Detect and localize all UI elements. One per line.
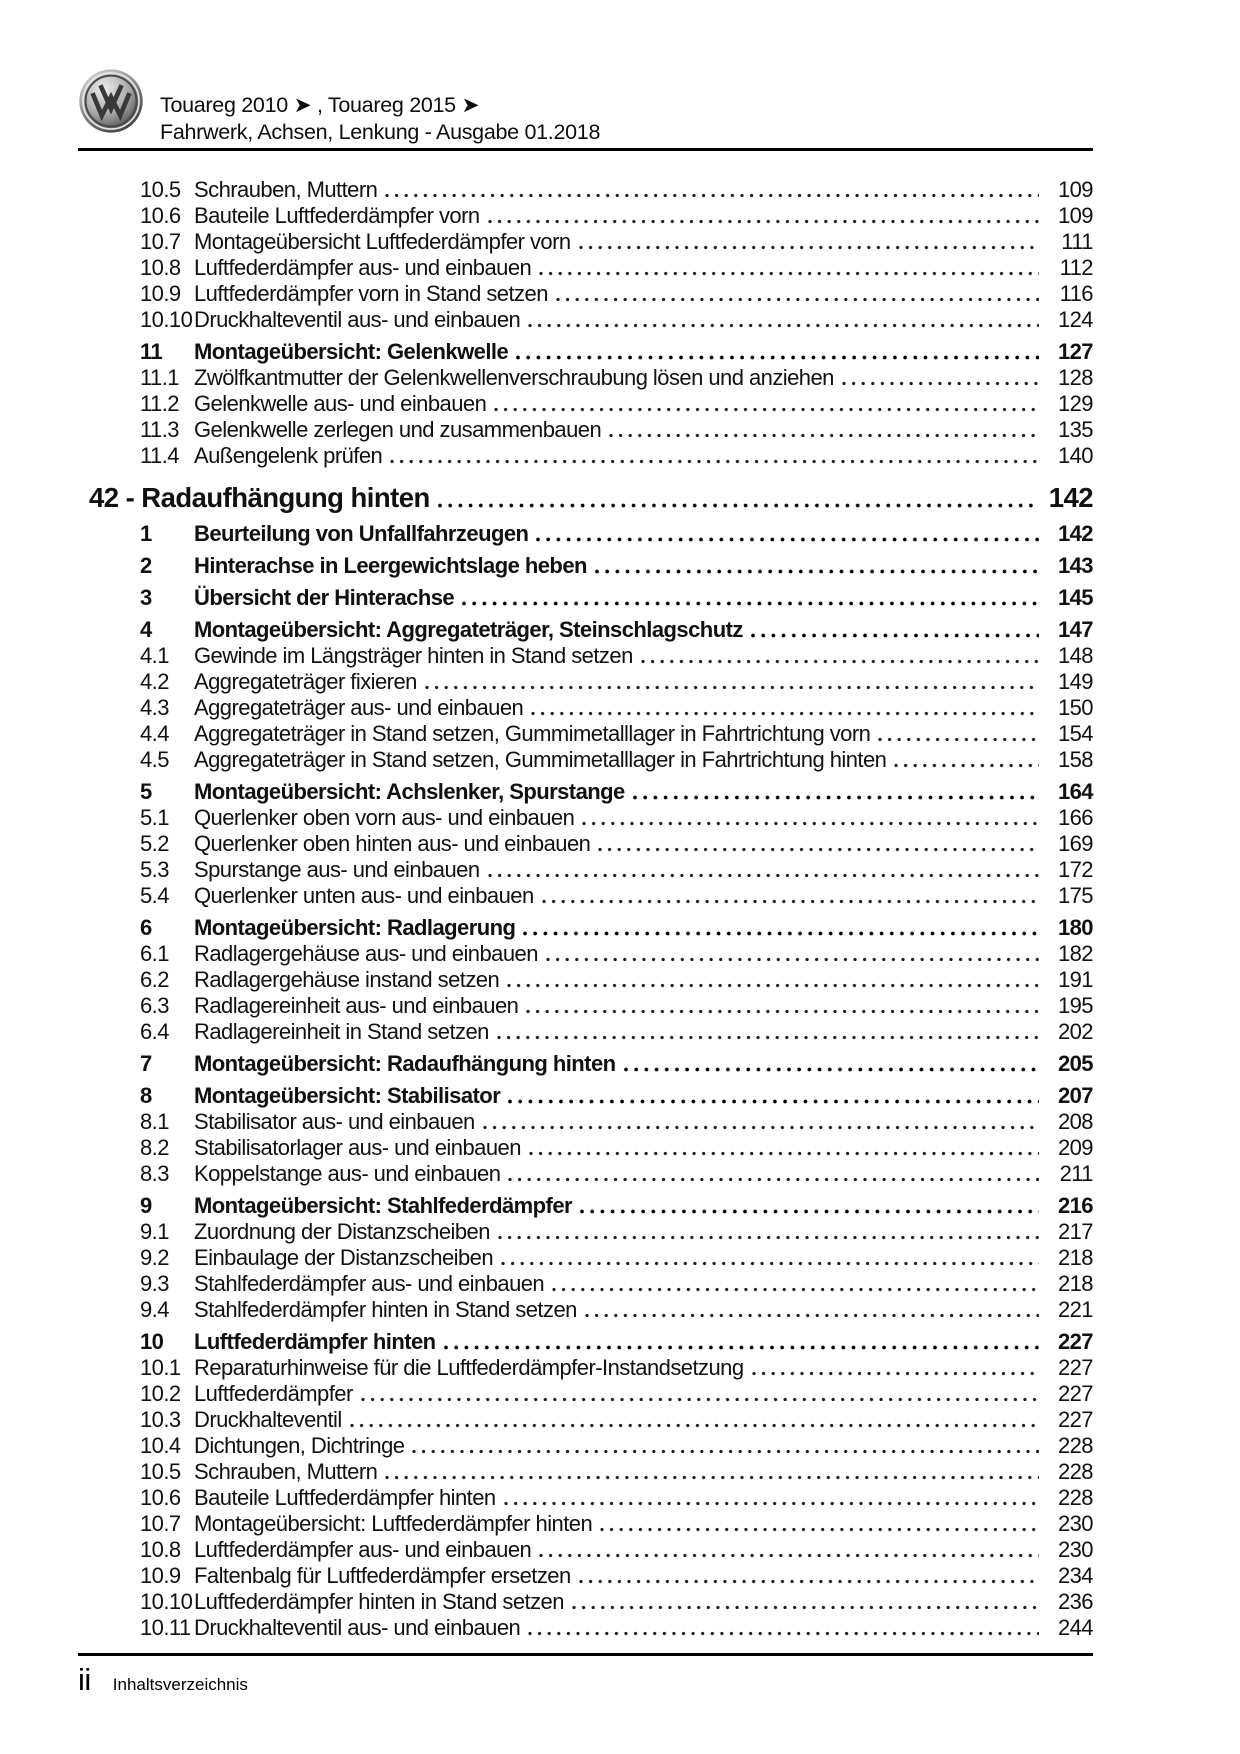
toc-row <box>78 1589 1093 1615</box>
toc-row <box>78 1161 1093 1187</box>
dot-leader <box>425 685 1039 690</box>
toc-row <box>78 1051 1093 1077</box>
dot-leader <box>508 1177 1039 1182</box>
toc-entry-number: 11.2 <box>140 391 179 416</box>
toc-entry-title: Bauteile Luftfederdämpfer vorn <box>194 203 480 228</box>
toc-entry-number: 10.7 <box>140 229 181 254</box>
toc-entry-page: 216 <box>1057 1193 1093 1218</box>
dot-leader <box>546 957 1039 962</box>
toc-entry-title: Reparaturhinweise für die Luftfederdämpfer-Instandsetzung <box>194 1355 744 1380</box>
dot-leader <box>528 323 1039 328</box>
toc-entry-number: 10.9 <box>140 281 181 306</box>
toc-entry-page: 166 <box>1057 805 1093 830</box>
toc-entry-title: Radaufhängung hinten <box>141 482 430 513</box>
toc-entry-number: 9.1 <box>140 1219 169 1244</box>
toc-row <box>78 883 1093 909</box>
toc-row <box>78 417 1093 443</box>
toc-row <box>78 365 1093 391</box>
toc-row <box>78 721 1093 747</box>
toc-row <box>78 443 1093 469</box>
toc-entry-page: 228 <box>1057 1433 1093 1458</box>
toc-entry-page: 128 <box>1057 365 1093 390</box>
dot-leader <box>516 355 1039 360</box>
toc-row <box>78 1459 1093 1485</box>
toc-entry-page: 230 <box>1057 1537 1093 1562</box>
header-model-line: Touareg 2010 ➤ , Touareg 2015 ➤ <box>160 93 480 117</box>
toc-row <box>78 1485 1093 1511</box>
toc-row <box>78 1193 1093 1219</box>
dot-leader <box>600 1527 1039 1532</box>
toc-entry-number: 1 <box>140 521 152 546</box>
page-footer <box>78 1662 1093 1698</box>
dot-leader <box>641 659 1039 664</box>
toc-entry-title: Gewinde im Längsträger hinten in Stand setzen <box>194 643 633 668</box>
toc-entry-number: 4.1 <box>140 643 169 668</box>
toc-entry-page: 234 <box>1057 1563 1093 1588</box>
toc-entry-number: 5.2 <box>140 831 169 856</box>
toc-entry-title: Stahlfederdämpfer aus- und einbauen <box>194 1271 545 1296</box>
table-of-contents <box>78 177 1093 1641</box>
toc-entry-number: 7 <box>140 1051 152 1076</box>
toc-entry-title: Luftfederdämpfer vorn in Stand setzen <box>194 281 548 306</box>
header-text <box>160 68 600 146</box>
toc-entry-page: 109 <box>1057 177 1093 202</box>
toc-entry-page: 228 <box>1057 1485 1093 1510</box>
toc-entry-title: Druckhalteventil aus- und einbauen <box>194 1615 521 1640</box>
toc-entry-page: 147 <box>1057 617 1093 642</box>
dot-leader <box>585 1313 1039 1318</box>
toc-entry-number: 10.7 <box>140 1511 181 1536</box>
toc-entry-number: 8.3 <box>140 1161 169 1186</box>
dot-leader <box>842 381 1039 386</box>
toc-entry-page: 142 <box>1048 482 1093 513</box>
toc-entry-title: Luftfederdämpfer hinten in Stand setzen <box>194 1589 564 1614</box>
toc-entry-page: 217 <box>1057 1219 1093 1244</box>
dot-leader <box>751 633 1039 638</box>
toc-entry-number: 9 <box>140 1193 152 1218</box>
dot-leader <box>624 1067 1039 1072</box>
toc-row <box>78 1109 1093 1135</box>
toc-entry-page: 109 <box>1057 203 1093 228</box>
toc-row <box>78 1563 1093 1589</box>
dot-leader <box>556 297 1039 302</box>
toc-entry-page: 172 <box>1057 857 1093 882</box>
dot-leader <box>609 433 1039 438</box>
toc-entry-number: 11 <box>140 339 163 364</box>
toc-entry-page: 169 <box>1057 831 1093 856</box>
toc-entry-number: 8 <box>140 1083 152 1108</box>
toc-entry-title: Stabilisatorlager aus- und einbauen <box>194 1135 521 1160</box>
toc-entry-title: Druckhalteventil aus- und einbauen <box>194 307 521 332</box>
toc-entry-page: 195 <box>1057 993 1093 1018</box>
footer-rule <box>78 1653 1093 1656</box>
toc-row <box>78 1219 1093 1245</box>
toc-entry-page: 209 <box>1057 1135 1093 1160</box>
dot-leader <box>536 537 1039 542</box>
toc-entry-title: Außengelenk prüfen <box>194 443 383 468</box>
toc-row <box>78 203 1093 229</box>
dot-leader <box>385 193 1039 198</box>
toc-entry-page: 227 <box>1057 1355 1093 1380</box>
toc-entry-title: Luftfederdämpfer aus- und einbauen <box>194 255 532 280</box>
toc-entry-title: Zwölfkantmutter der Gelenkwellenverschraubung lösen und anziehen <box>194 365 834 390</box>
toc-row <box>78 1381 1093 1407</box>
toc-entry-page: 145 <box>1057 585 1093 610</box>
toc-entry-number: 10.4 <box>140 1433 181 1458</box>
toc-entry-number: 10.5 <box>140 177 181 202</box>
toc-row <box>78 805 1093 831</box>
toc-entry-page: 149 <box>1057 669 1093 694</box>
toc-chapter-row <box>78 481 1093 515</box>
dot-leader <box>508 1099 1039 1104</box>
toc-row <box>78 643 1093 669</box>
dot-leader <box>504 1501 1039 1506</box>
toc-row <box>78 177 1093 203</box>
toc-entry-page: 230 <box>1057 1511 1093 1536</box>
toc-entry-title: Luftfederdämpfer hinten <box>194 1329 436 1354</box>
toc-entry-number: 6.1 <box>140 941 169 966</box>
toc-entry-title: Koppelstange aus- und einbauen <box>194 1161 501 1186</box>
toc-entry-page: 227 <box>1057 1381 1093 1406</box>
dot-leader <box>579 245 1039 250</box>
toc-entry-number: 5 <box>140 779 152 804</box>
toc-row <box>78 1511 1093 1537</box>
dot-leader <box>598 847 1039 852</box>
toc-entry-page: 211 <box>1059 1161 1093 1186</box>
toc-entry-number: 6.4 <box>140 1019 169 1044</box>
dot-leader <box>539 271 1039 276</box>
toc-row <box>78 521 1093 547</box>
dot-leader <box>526 1009 1039 1014</box>
toc-entry-title: Querlenker oben vorn aus- und einbauen <box>194 805 575 830</box>
toc-entry-number: 4.4 <box>140 721 169 746</box>
toc-entry-page: 180 <box>1057 915 1093 940</box>
footer-label: Inhaltsverzeichnis <box>112 1675 248 1694</box>
toc-row <box>78 941 1093 967</box>
footer-page-number: ii <box>78 1662 91 1697</box>
dot-leader <box>582 821 1039 826</box>
dot-leader <box>497 1035 1039 1040</box>
toc-entry-title: Radlagereinheit in Stand setzen <box>194 1019 489 1044</box>
toc-row <box>78 1329 1093 1355</box>
toc-entry-number: 11.4 <box>140 443 179 468</box>
toc-entry-page: 129 <box>1057 391 1093 416</box>
toc-entry-title: Übersicht der Hinterachse <box>194 585 455 610</box>
dot-leader <box>361 1397 1039 1402</box>
dot-leader <box>488 873 1040 878</box>
toc-entry-title: Aggregateträger in Stand setzen, Gummimetalllager in Fahrtrichtung hinten <box>194 747 887 772</box>
dot-leader <box>531 711 1039 716</box>
dot-leader <box>878 737 1039 742</box>
toc-entry-title: Radlagergehäuse instand setzen <box>194 967 500 992</box>
toc-entry-number: 5.4 <box>140 883 169 908</box>
toc-entry-title: Gelenkwelle aus- und einbauen <box>194 391 487 416</box>
dot-leader <box>539 1553 1039 1558</box>
toc-entry-page: 112 <box>1059 255 1093 280</box>
toc-entry-number: 3 <box>140 585 152 610</box>
toc-entry-number: 5.3 <box>140 857 169 882</box>
toc-entry-number: 10.10 <box>140 1589 193 1614</box>
toc-entry-title: Montageübersicht: Gelenkwelle <box>194 339 509 364</box>
toc-row <box>78 1135 1093 1161</box>
toc-entry-number: 4.2 <box>140 669 169 694</box>
toc-entry-title: Bauteile Luftfederdämpfer hinten <box>194 1485 496 1510</box>
dot-leader <box>412 1449 1039 1454</box>
toc-entry-number: 11.1 <box>140 365 179 390</box>
toc-entry-title: Stabilisator aus- und einbauen <box>194 1109 475 1134</box>
toc-entry-number: 6 <box>140 915 152 940</box>
toc-row <box>78 255 1093 281</box>
dot-leader <box>494 407 1039 412</box>
toc-entry-title: Aggregateträger fixieren <box>194 669 417 694</box>
dot-leader <box>894 763 1039 768</box>
toc-row <box>78 1271 1093 1297</box>
toc-entry-title: Schrauben, Muttern <box>194 177 378 202</box>
toc-row <box>78 585 1093 611</box>
toc-entry-page: 218 <box>1057 1245 1093 1270</box>
dot-leader <box>552 1287 1039 1292</box>
toc-entry-page: 208 <box>1057 1109 1093 1134</box>
toc-entry-title: Einbaulage der Distanzscheiben <box>194 1245 494 1270</box>
dot-leader <box>580 1209 1039 1214</box>
toc-row <box>78 307 1093 333</box>
toc-entry-title: Montageübersicht: Aggregateträger, Steinschlagschutz <box>194 617 743 642</box>
toc-row <box>78 1083 1093 1109</box>
toc-entry-number: 2 <box>140 553 152 578</box>
vw-logo-icon <box>78 68 144 134</box>
toc-entry-number: 10.2 <box>140 1381 181 1406</box>
toc-entry-number: 8.2 <box>140 1135 169 1160</box>
toc-entry-title: Faltenbalg für Luftfederdämpfer ersetzen <box>194 1563 571 1588</box>
toc-entry-title: Hinterachse in Leergewichtslage heben <box>194 553 587 578</box>
dot-leader <box>444 1345 1039 1350</box>
toc-entry-number: 8.1 <box>140 1109 169 1134</box>
dot-leader <box>529 1151 1039 1156</box>
toc-entry-title: Luftfederdämpfer aus- und einbauen <box>194 1537 532 1562</box>
dot-leader <box>542 899 1039 904</box>
toc-entry-number: 10.11 <box>140 1615 191 1640</box>
toc-entry-page: 244 <box>1057 1615 1093 1640</box>
toc-entry-page: 228 <box>1057 1459 1093 1484</box>
dot-leader <box>579 1579 1039 1584</box>
toc-entry-page: 140 <box>1057 443 1093 468</box>
dot-leader <box>390 459 1039 464</box>
toc-entry-page: 175 <box>1057 883 1093 908</box>
toc-entry-number: 9.4 <box>140 1297 169 1322</box>
toc-entry-number: 10.10 <box>140 307 193 332</box>
toc-row <box>78 281 1093 307</box>
toc-row <box>78 695 1093 721</box>
toc-row <box>78 857 1093 883</box>
page-header <box>78 0 1093 146</box>
toc-entry-number: 10.3 <box>140 1407 181 1432</box>
toc-row <box>78 1537 1093 1563</box>
dot-leader <box>385 1475 1039 1480</box>
toc-entry-number: 10.6 <box>140 203 181 228</box>
toc-entry-title: Montageübersicht: Radaufhängung hinten <box>194 1051 616 1076</box>
toc-entry-page: 218 <box>1057 1271 1093 1296</box>
toc-entry-page: 135 <box>1057 417 1093 442</box>
toc-entry-title: Montageübersicht: Luftfederdämpfer hinten <box>194 1511 593 1536</box>
toc-entry-page: 116 <box>1059 281 1093 306</box>
toc-entry-title: Zuordnung der Distanzscheiben <box>194 1219 490 1244</box>
toc-entry-title: Montageübersicht: Achslenker, Spurstange <box>194 779 625 804</box>
toc-entry-page: 127 <box>1057 339 1093 364</box>
toc-entry-title: Schrauben, Muttern <box>194 1459 378 1484</box>
toc-entry-page: 111 <box>1061 229 1093 254</box>
toc-entry-page: 148 <box>1057 643 1093 668</box>
toc-entry-page: 227 <box>1057 1329 1093 1354</box>
dot-leader <box>595 569 1039 574</box>
toc-row <box>78 1407 1093 1433</box>
toc-entry-page: 154 <box>1057 721 1093 746</box>
toc-row <box>78 1297 1093 1323</box>
toc-row <box>78 1433 1093 1459</box>
toc-entry-number: 10.8 <box>140 255 181 280</box>
toc-entry-page: 221 <box>1057 1297 1093 1322</box>
toc-entry-title: Querlenker oben hinten aus- und einbauen <box>194 831 591 856</box>
toc-row <box>78 617 1093 643</box>
toc-row <box>78 339 1093 365</box>
toc-entry-page: 202 <box>1057 1019 1093 1044</box>
toc-entry-page: 227 <box>1057 1407 1093 1432</box>
toc-entry-number: 5.1 <box>140 805 169 830</box>
toc-entry-title: Montageübersicht: Radlagerung <box>194 915 516 940</box>
toc-entry-title: Radlagereinheit aus- und einbauen <box>194 993 519 1018</box>
toc-entry-page: 124 <box>1057 307 1093 332</box>
toc-entry-title: Beurteilung von Unfallfahrzeugen <box>194 521 529 546</box>
toc-row <box>78 993 1093 1019</box>
dot-leader <box>523 931 1039 936</box>
dot-leader <box>498 1235 1039 1240</box>
toc-entry-number: 10.5 <box>140 1459 181 1484</box>
toc-entry-number: 10.6 <box>140 1485 181 1510</box>
toc-entry-page: 207 <box>1057 1083 1093 1108</box>
toc-entry-title: Querlenker unten aus- und einbauen <box>194 883 534 908</box>
toc-entry-page: 182 <box>1057 941 1093 966</box>
toc-entry-title: Montageübersicht: Stabilisator <box>194 1083 501 1108</box>
dot-leader <box>483 1125 1039 1130</box>
toc-entry-number: 11.3 <box>140 417 179 442</box>
toc-entry-page: 205 <box>1057 1051 1093 1076</box>
dot-leader <box>488 219 1039 224</box>
dot-leader <box>507 983 1039 988</box>
toc-entry-number: 9.3 <box>140 1271 169 1296</box>
toc-row <box>78 967 1093 993</box>
toc-entry-number: 6.3 <box>140 993 169 1018</box>
toc-row <box>78 1245 1093 1271</box>
toc-entry-title: Luftfederdämpfer <box>194 1381 353 1406</box>
toc-row <box>78 831 1093 857</box>
toc-row <box>78 1019 1093 1045</box>
toc-entry-title: Aggregateträger aus- und einbauen <box>194 695 524 720</box>
toc-entry-title: Montageübersicht: Stahlfederdämpfer <box>194 1193 573 1218</box>
toc-entry-page: 158 <box>1057 747 1093 772</box>
toc-entry-number: 10.8 <box>140 1537 181 1562</box>
toc-entry-title: Gelenkwelle zerlegen und zusammenbauen <box>194 417 602 442</box>
toc-row <box>78 747 1093 773</box>
toc-entry-title: Radlagergehäuse aus- und einbauen <box>194 941 538 966</box>
toc-row <box>78 391 1093 417</box>
header-subject-line: Fahrwerk, Achsen, Lenkung - Ausgabe 01.2018 <box>160 120 601 144</box>
toc-entry-number: 10 <box>140 1329 164 1354</box>
toc-row <box>78 915 1093 941</box>
dot-leader <box>572 1605 1039 1610</box>
toc-entry-number: 10.9 <box>140 1563 181 1588</box>
dot-leader <box>462 601 1039 606</box>
toc-entry-page: 142 <box>1057 521 1093 546</box>
dot-leader <box>528 1631 1039 1636</box>
dot-leader <box>501 1261 1039 1266</box>
toc-entry-page: 236 <box>1057 1589 1093 1614</box>
dot-leader <box>633 795 1039 800</box>
toc-entry-title: Stahlfederdämpfer hinten in Stand setzen <box>194 1297 577 1322</box>
toc-row <box>78 229 1093 255</box>
toc-entry-page: 150 <box>1057 695 1093 720</box>
toc-entry-title: Druckhalteventil <box>194 1407 342 1432</box>
toc-entry-number: 4 <box>140 617 152 642</box>
dot-leader <box>752 1371 1039 1376</box>
toc-row <box>78 779 1093 805</box>
toc-entry-title: Dichtungen, Dichtringe <box>194 1433 405 1458</box>
toc-row <box>78 1615 1093 1641</box>
toc-entry-page: 164 <box>1057 779 1093 804</box>
toc-row <box>78 1355 1093 1381</box>
toc-entry-number: 4.5 <box>140 747 169 772</box>
toc-entry-number: 42 <box>89 482 119 513</box>
toc-entry-number: 9.2 <box>140 1245 169 1270</box>
toc-entry-number: 6.2 <box>140 967 169 992</box>
dot-leader <box>438 503 1039 508</box>
dot-leader <box>350 1423 1039 1428</box>
toc-entry-page: 191 <box>1057 967 1093 992</box>
toc-entry-title: Montageübersicht Luftfederdämpfer vorn <box>194 229 571 254</box>
toc-entry-page: 143 <box>1057 553 1093 578</box>
toc-entry-number: 4.3 <box>140 695 169 720</box>
toc-entry-title: Spurstange aus- und einbauen <box>194 857 480 882</box>
toc-entry-number: 10.1 <box>140 1355 181 1380</box>
toc-row <box>78 669 1093 695</box>
toc-entry-separator: - <box>118 482 142 513</box>
toc-row <box>78 553 1093 579</box>
toc-entry-title: Aggregateträger in Stand setzen, Gummimetalllager in Fahrtrichtung vorn <box>194 721 871 746</box>
header-rule <box>78 148 1093 151</box>
